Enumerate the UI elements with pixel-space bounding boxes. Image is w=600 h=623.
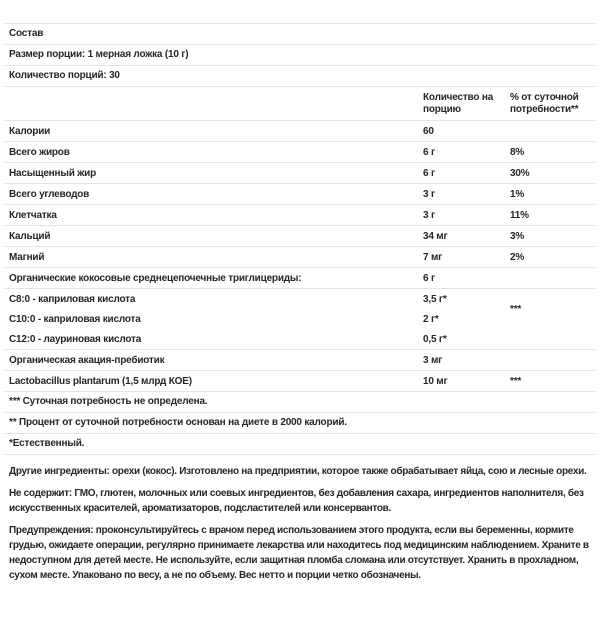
nutrient-amount: 0,5 г* [423,333,447,345]
nutrient-label: Органические кокосовые среднецепочечные триглицериды: [9,272,302,284]
table-row [5,371,595,392]
table-header-row [5,87,595,121]
nutrient-amount: 6 г [423,167,435,179]
nutrient-label: Магний [9,251,45,263]
nutrient-label: Насыщенный жир [9,167,96,179]
nutrient-daily-value: 3% [510,230,525,242]
nutrient-label: Органическая акация-пребиотик [9,354,165,366]
table-row [5,329,595,350]
nutrient-label: Lactobacillus plantarum (1,5 млрд КОЕ) [9,375,192,387]
nutrient-label: C8:0 - каприловая кислота [9,293,136,305]
table-row [5,309,595,329]
nutrient-amount: 3 г [423,188,435,200]
nutrient-label: Всего углеводов [9,188,90,200]
panel-title: Состав [5,24,595,45]
nutrient-amount: 6 г [423,272,435,284]
nutrient-daily-value: *** [510,303,522,315]
nutrient-amount: 3,5 г* [423,293,447,305]
footnote: *Естественный. [5,434,595,455]
table-row [5,350,595,371]
nutrient-label: C10:0 - каприловая кислота [9,313,141,325]
nutrient-daily-value: 2% [510,251,525,263]
nutrient-label: Калории [9,125,51,137]
nutrient-amount: 60 [423,125,434,137]
nutrient-amount: 10 мг [423,375,448,387]
nutrient-amount: 6 г [423,146,435,158]
supplement-facts-panel [5,23,595,583]
nutrient-daily-value: 1% [510,188,525,200]
servings-per-container: Количество порций: 30 [5,66,595,87]
footnote: *** Суточная потребность не определена. [5,392,595,413]
nutrient-daily-value: 11% [510,209,529,221]
nutrient-label: Кальций [9,230,51,242]
table-footnotes [5,392,595,455]
info-paragraph: Предупреждения: проконсультируйтесь с врачом перед использованием этого продукта, если вы беременны, кормите грудью, ожидаете операции, регулярно принимаете лекарства или находитесь под медицинским наблюдением. Храните в недоступном для детей месте. Не используйте, если защитная пломба сломана или отсутствует. Хранить в прохладном, сухом месте. Упаковано по весу, а не по объему. Вес нетто и порции четко обозначены. [9,525,589,581]
nutrient-label: C12:0 - лауриновая кислота [9,333,142,345]
table-row [5,289,595,315]
nutrient-amount: 3 г [423,209,435,221]
table-row [5,121,595,142]
nutrient-label: Всего жиров [9,146,70,158]
footnote: ** Процент от суточной потребности основан на диете в 2000 калорий. [5,413,595,434]
info-paragraph: Не содержит: ГМО, глютен, молочных или соевых ингредиентов, без добавления сахара, ингредиентов наполнителя, без искусственных красителей, ароматизаторов, подсластителей или консервантов. [9,488,584,514]
table-row [5,226,595,247]
table-row [5,205,595,226]
nutrient-amount: 2 г* [423,313,439,325]
nutrient-amount: 34 мг [423,230,448,242]
nutrient-daily-value: 30% [510,167,530,179]
nutrient-daily-value: *** [510,375,522,387]
table-row [5,142,595,163]
serving-size: Размер порции: 1 мерная ложка (10 г) [5,45,595,66]
info-paragraph: Другие ингредиенты: орехи (кокос). Изготовлено на предприятии, которое также обрабатывает яйца, сою и лесные орехи. [9,466,587,477]
table-body [5,121,595,392]
column-header-amount-per-serving: Количество на порцию [423,92,494,115]
table-row [5,184,595,205]
table-header-spacer [5,92,423,116]
column-header-daily-value: % от суточной потребности** [510,92,579,115]
nutrient-label: Клетчатка [9,209,57,221]
nutrient-daily-value: 8% [510,146,525,158]
table-row [5,247,595,268]
table-row [5,163,595,184]
info-paragraphs [5,455,595,583]
nutrient-amount: 7 мг [423,251,443,263]
nutrient-amount: 3 мг [423,354,443,366]
table-row [5,268,595,289]
